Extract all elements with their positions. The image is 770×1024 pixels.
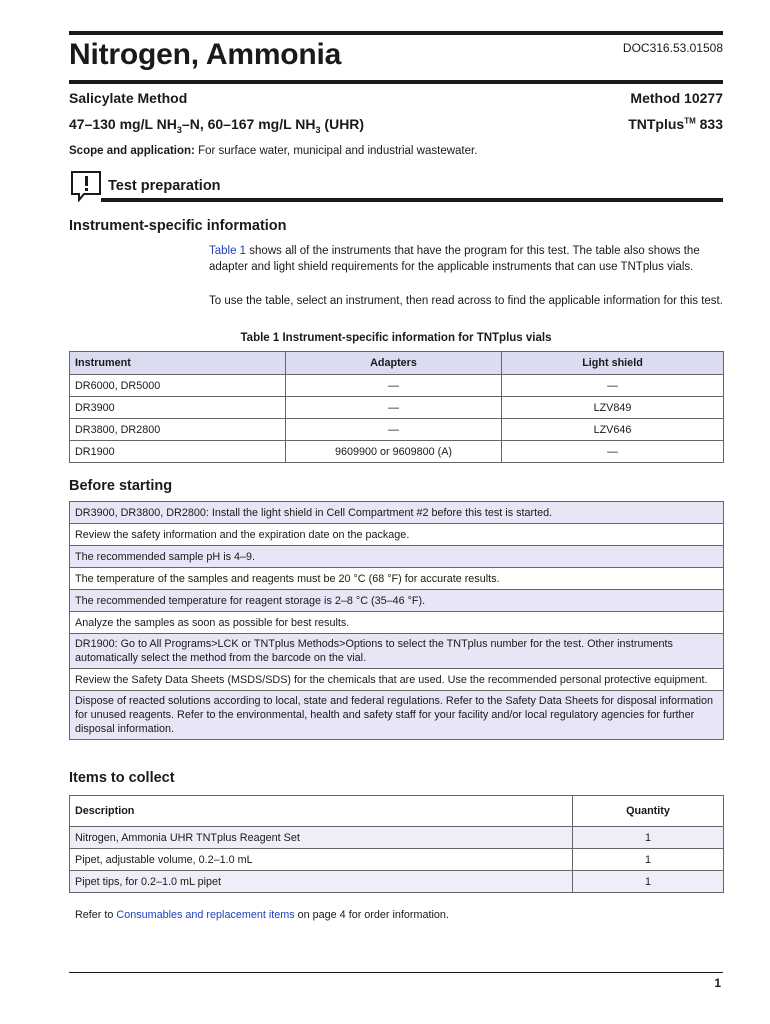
table-1-link[interactable]: Table 1 (209, 245, 247, 257)
table-cell: LZV849 (502, 397, 724, 419)
table-row (70, 441, 724, 463)
page-title: Nitrogen, Ammonia (69, 38, 342, 71)
table-row (70, 375, 724, 397)
list-item (70, 502, 724, 524)
table-cell: 1 (573, 871, 724, 893)
table-cell: 1 (573, 827, 724, 849)
method-number: Method 10277 (630, 90, 723, 106)
column-header: Light shield (502, 352, 724, 375)
before-starting-item: The temperature of the samples and reagents must be 20 °C (68 °F) for accurate results. (70, 568, 724, 590)
list-item (70, 691, 724, 740)
table-row (70, 827, 724, 849)
list-item (70, 568, 724, 590)
table-cell: DR1900 (70, 441, 286, 463)
table-cell: Pipet, adjustable volume, 0.2–1.0 mL (70, 849, 573, 871)
list-item (70, 669, 724, 691)
table-cell: — (286, 375, 502, 397)
heading-instrument-info: Instrument-specific information (69, 218, 287, 234)
table-cell: DR3900 (70, 397, 286, 419)
table-header-row (70, 352, 724, 375)
before-starting-item: Analyze the samples as soon as possible for best results. (70, 612, 724, 634)
column-header: Description (70, 796, 573, 827)
instrument-table (69, 351, 724, 463)
table-cell: — (286, 397, 502, 419)
column-header: Quantity (573, 796, 724, 827)
instrument-para-2: To use the table, select an instrument, then read across to find the applicable information for this test. (209, 295, 723, 307)
heading-before-starting: Before starting (69, 478, 173, 494)
column-header: Adapters (286, 352, 502, 375)
before-starting-item: Dispose of reacted solutions according to local, state and federal regulations. Refer to the Safety Data Sheets for disposal information for unused reagents. Refer to the environmental, health and safety staff for your facility and/or local regulatory agencies for further disposal information. (70, 691, 724, 740)
table-cell: DR3800, DR2800 (70, 419, 286, 441)
table-cell: Nitrogen, Ammonia UHR TNTplus Reagent Set (70, 827, 573, 849)
before-starting-item: The recommended sample pH is 4–9. (70, 546, 724, 568)
heading-items-to-collect: Items to collect (69, 770, 175, 786)
table-cell: Pipet tips, for 0.2–1.0 mL pipet (70, 871, 573, 893)
table-cell: 9609900 or 9609800 (A) (286, 441, 502, 463)
title-rule (69, 80, 723, 84)
before-starting-item: Review the safety information and the expiration date on the package. (70, 524, 724, 546)
list-item (70, 634, 724, 669)
page-number: 1 (714, 976, 721, 990)
table-cell: LZV646 (502, 419, 724, 441)
before-starting-item: The recommended temperature for reagent storage is 2–8 °C (35–46 °F). (70, 590, 724, 612)
list-item (70, 524, 724, 546)
before-starting-item: Review the Safety Data Sheets (MSDS/SDS) for the chemicals that are used. Use the recommended personal protective equipment. (70, 669, 724, 691)
warning-document-icon (70, 170, 102, 202)
table-row (70, 419, 724, 441)
order-info-note: Refer to Consumables and replacement items on page 4 for order information. (75, 909, 449, 921)
doc-id: DOC316.53.01508 (622, 41, 723, 55)
scope-application: Scope and application: For surface water, municipal and industrial wastewater. (69, 145, 478, 157)
instrument-para-1: Table 1 shows all of the instruments that have the program for this test. The table also shows the adapter and light shield requirements for the applicable instruments that can use TNTplus vials. (209, 245, 700, 273)
section-heading-test-preparation: Test preparation (108, 178, 221, 194)
list-item (70, 546, 724, 568)
table-cell: — (286, 419, 502, 441)
table-cell: — (502, 441, 724, 463)
top-rule (69, 31, 723, 35)
table-cell: — (502, 375, 724, 397)
table-row (70, 397, 724, 419)
column-header: Instrument (70, 352, 286, 375)
before-starting-table (69, 501, 724, 740)
before-starting-item: DR1900: Go to All Programs>LCK or TNTplus Methods>Options to select the TNTplus number for the test. Other instruments automatically select the method from the barcode on the vial. (70, 634, 724, 669)
list-item (70, 590, 724, 612)
table-row (70, 849, 724, 871)
table-header-row (70, 796, 724, 827)
before-starting-item: DR3900, DR3800, DR2800: Install the light shield in Cell Compartment #2 before this test is started. (70, 502, 724, 524)
consumables-link[interactable]: Consumables and replacement items (116, 909, 295, 921)
section-rule (101, 198, 723, 202)
method-name: Salicylate Method (69, 90, 188, 106)
items-table (69, 795, 724, 893)
product-name: TNTplus™ 833 (628, 116, 723, 132)
table-cell: DR6000, DR5000 (70, 375, 286, 397)
range-text: 47–130 mg/L $NH_3-N$, 60–167 mg/L $NH_3$ (UHR) (69, 116, 365, 135)
footer-rule (69, 972, 723, 973)
list-item (70, 612, 724, 634)
table-row (70, 871, 724, 893)
table-1-caption: Table 1 Instrument-specific information for TNTplus vials (240, 332, 552, 344)
table-cell: 1 (573, 849, 724, 871)
